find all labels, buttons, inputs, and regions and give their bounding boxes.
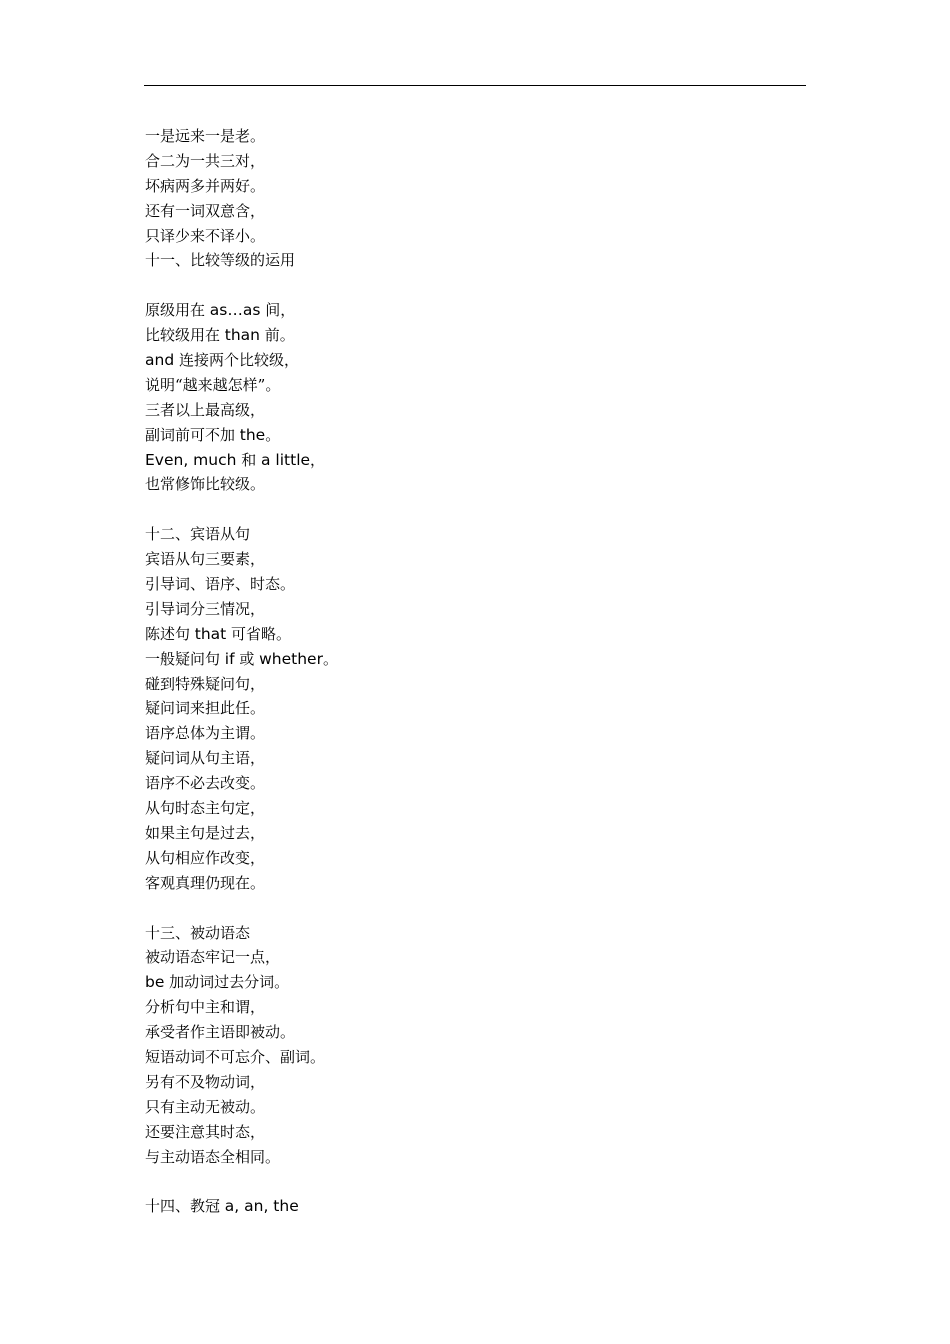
- blank-line: [145, 1169, 805, 1194]
- text-line: 说明“越来越怎样”。: [145, 375, 281, 394]
- text-line: 十二、宾语从句: [145, 525, 251, 544]
- text-line: 坏病两多并两好。: [145, 176, 266, 195]
- document-body: [145, 124, 805, 1219]
- text-line: 还要注意其时态，: [145, 1122, 266, 1141]
- text-line: be 加动词过去分词。: [145, 973, 290, 992]
- text-line: 十四、教冠 a, an, the: [145, 1197, 299, 1216]
- text-line: 还有一词双意含，: [145, 201, 266, 220]
- text-line: 宾语从句三要素，: [145, 550, 266, 569]
- text-line: 客观真理仍现在。: [145, 873, 266, 892]
- text-line: 只有主动无被动。: [145, 1097, 266, 1116]
- text-line: 一是远来一是老。: [145, 127, 266, 145]
- header-rule: [144, 85, 806, 86]
- text-line: 语序总体为主谓。: [145, 724, 266, 743]
- text-line: Even, much 和 a little，: [145, 450, 326, 469]
- text-line: 十三、被动语态: [145, 923, 251, 942]
- blank-line: [145, 497, 805, 522]
- text-line: 短语动词不可忘介、副词。: [145, 1047, 326, 1066]
- text-line: 被动语态牢记一点，: [145, 948, 281, 967]
- text-line: 疑问词来担此任。: [145, 699, 266, 718]
- text-line: 比较级用在 than 前。: [145, 326, 295, 345]
- text-line: 只译少来不译小。: [145, 226, 266, 245]
- text-line: 引导词、语序、时态。: [145, 575, 296, 594]
- text-line: 也常修饰比较级。: [145, 475, 266, 494]
- text-line: 如果主句是过去，: [145, 823, 266, 842]
- text-line: 从句相应作改变，: [145, 848, 266, 867]
- blank-line: [145, 273, 805, 298]
- text-line: and 连接两个比较级，: [145, 351, 299, 370]
- text-line: 碰到特殊疑问句，: [145, 674, 266, 693]
- text-line: 陈述句 that 可省略。: [145, 624, 292, 643]
- text-line: 疑问词从句主语，: [145, 749, 266, 768]
- text-line: 分析句中主和谓，: [145, 998, 266, 1017]
- text-line: 一般疑问句 if 或 whether。: [145, 649, 338, 668]
- text-line: 另有不及物动词，: [145, 1072, 266, 1091]
- text-line: 十一、比较等级的运用: [145, 251, 296, 270]
- text-line: 合二为一共三对，: [145, 151, 266, 170]
- text-line: 从句时态主句定，: [145, 799, 266, 818]
- blank-line: [145, 896, 805, 921]
- text-line: 三者以上最高级，: [145, 400, 266, 419]
- text-line: 承受者作主语即被动。: [145, 1023, 296, 1042]
- text-line: 副词前可不加 the。: [145, 425, 281, 444]
- text-line: 与主动语态全相同。: [145, 1147, 281, 1166]
- text-line: 语序不必去改变。: [145, 774, 266, 793]
- text-line: 原级用在 as…as 间，: [145, 301, 296, 320]
- text-line: 引导词分三情况，: [145, 599, 266, 618]
